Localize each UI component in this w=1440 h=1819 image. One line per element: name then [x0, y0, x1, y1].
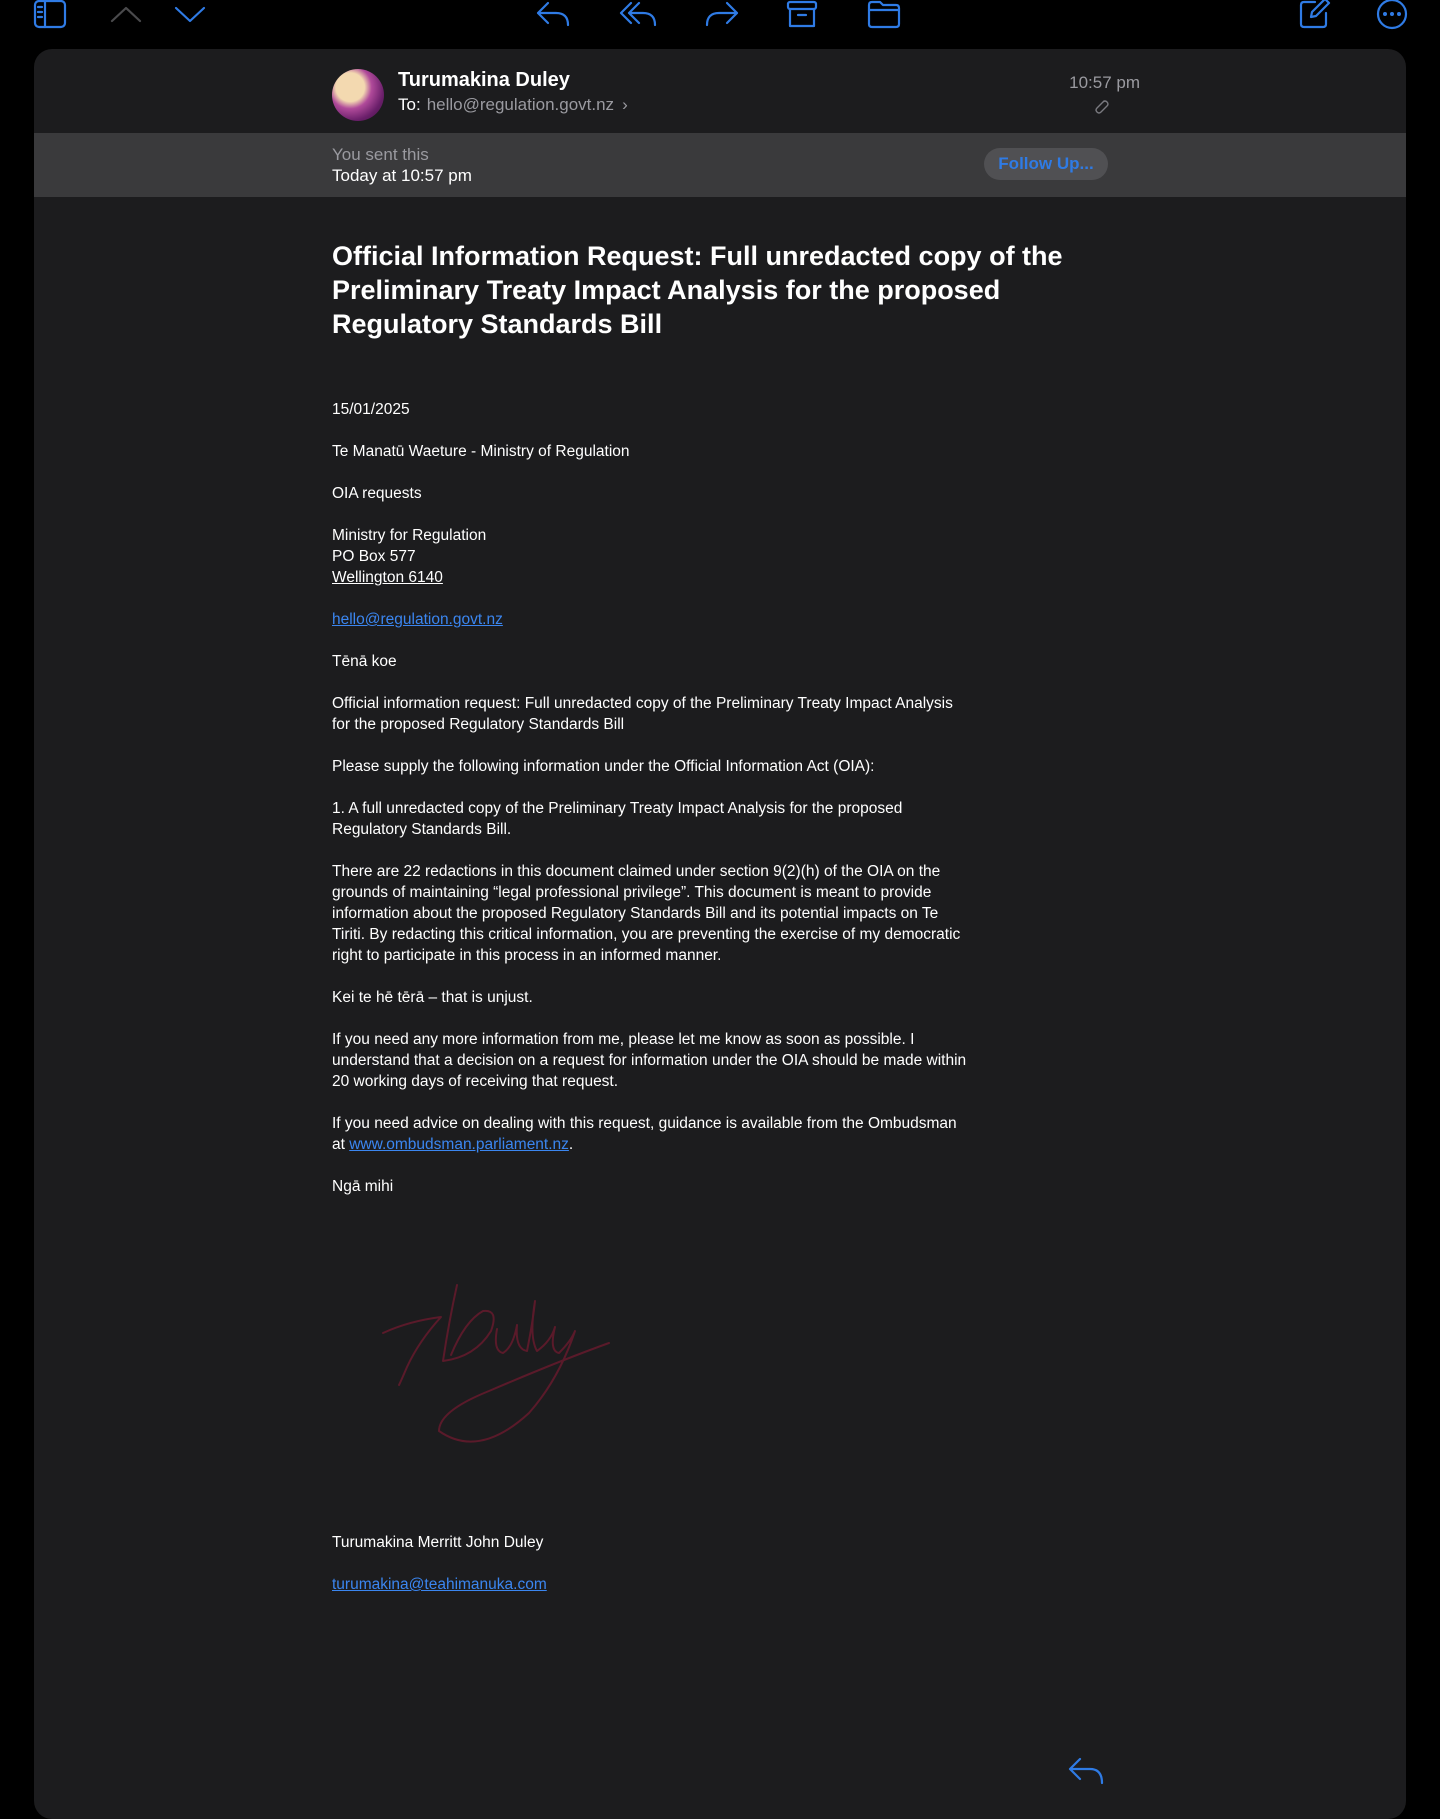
- message-subject: Official Information Request: Full unredacted copy of the Preliminary Treaty Impact Analysis for the proposed Regulatory Standards Bill: [332, 241, 1063, 339]
- sent-label: You sent this: [332, 145, 429, 164]
- letter-date: 15/01/2025: [332, 401, 410, 418]
- unjust-paragraph: Kei te hē tērā – that is unjust.: [332, 989, 533, 1006]
- address-line: PO Box 577: [332, 548, 416, 565]
- sent-info-bar: [34, 133, 1406, 197]
- folder-icon[interactable]: [862, 0, 906, 36]
- more-info-paragraph: If you need any more information from me, please let me know as soon as possible. I understand that a decision on a request for information under the OIA should be made within 20 working days of receiving that request.: [332, 1031, 967, 1090]
- request-item: 1. A full unredacted copy of the Preliminary Treaty Impact Analysis for the proposed Regulatory Standards Bill.: [332, 800, 903, 838]
- handwritten-signature: [379, 1281, 659, 1466]
- archive-icon[interactable]: [780, 0, 824, 36]
- reply-icon[interactable]: [531, 0, 575, 36]
- signature-name: Turumakina Merritt John Duley: [332, 1534, 544, 1551]
- reply-all-icon[interactable]: [616, 0, 660, 36]
- sidebar-icon[interactable]: [28, 0, 72, 36]
- chevron-right-icon[interactable]: ›: [622, 95, 628, 114]
- advice-text: If you need advice on dealing with this request, guidance is available from the Ombudsman at: [332, 1115, 957, 1153]
- greeting: Tēnā koe: [332, 653, 397, 670]
- chevron-up-icon[interactable]: [104, 0, 148, 36]
- signature-email-link[interactable]: turumakina@teahimanuka.com: [332, 1576, 547, 1593]
- top-toolbar: [0, 0, 1440, 50]
- follow-up-button[interactable]: Follow Up...: [984, 148, 1108, 180]
- chevron-down-icon[interactable]: [168, 0, 212, 36]
- advice-paragraph: [332, 1113, 972, 1155]
- to-label: To:: [398, 95, 421, 114]
- reply-icon[interactable]: [1064, 1749, 1108, 1793]
- avatar[interactable]: [332, 69, 384, 121]
- address-line: Ministry for Regulation: [332, 527, 487, 544]
- postal-address: [332, 525, 972, 588]
- paperclip-icon: [1092, 97, 1110, 115]
- ombudsman-link[interactable]: www.ombudsman.parliament.nz: [349, 1136, 569, 1153]
- message-time: 10:57 pm: [1069, 73, 1140, 92]
- advice-suffix: .: [568, 1136, 574, 1153]
- recipient-org: Te Manatū Waeture - Ministry of Regulation: [332, 443, 630, 460]
- recipient-address[interactable]: hello@regulation.govt.nz: [426, 95, 615, 114]
- mail-message-card: [34, 49, 1406, 1819]
- oia-requests: OIA requests: [332, 485, 422, 502]
- request-title: Official information request: Full unredacted copy of the Preliminary Treaty Impact Analysis for the proposed Regulatory Standards Bill: [332, 695, 953, 733]
- forward-icon[interactable]: [700, 0, 744, 36]
- more-icon[interactable]: [1370, 0, 1414, 36]
- compose-icon[interactable]: [1292, 0, 1336, 36]
- message-body: [332, 399, 972, 1218]
- intro-paragraph: Please supply the following information under the Official Information Act (OIA):: [332, 758, 875, 775]
- closing: Ngā mihi: [332, 1178, 394, 1195]
- sender-name[interactable]: Turumakina Duley: [398, 69, 570, 91]
- email-link[interactable]: hello@regulation.govt.nz: [332, 611, 503, 628]
- message-header: [34, 49, 1406, 133]
- redactions-paragraph: There are 22 redactions in this document claimed under section 9(2)(h) of the OIA on the grounds of maintaining “legal professional privilege”. This document is meant to provide information about the proposed Regulatory Standards Bill and its potential impacts on Te Tiriti. By redacting this critical information, you are preventing the exercise of my democratic right to participate in this process in an informed manner.: [332, 863, 961, 964]
- recipient-line[interactable]: [398, 95, 628, 115]
- address-line: Wellington 6140: [332, 569, 443, 586]
- sent-time: Today at 10:57 pm: [332, 166, 472, 185]
